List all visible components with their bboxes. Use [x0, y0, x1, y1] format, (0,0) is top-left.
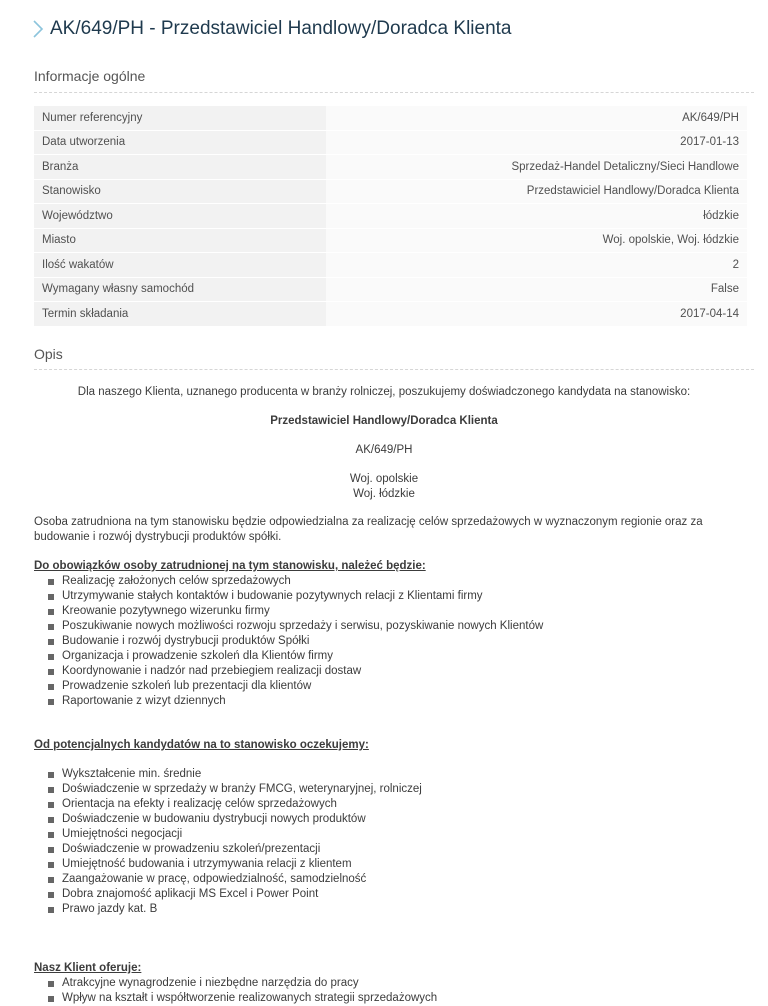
square-bullet-icon	[48, 639, 54, 645]
info-value: Woj. opolskie, Woj. łódzkie	[326, 229, 747, 254]
list-item-text: Budowanie i rozwój dystrybucji produktów Spółki	[62, 635, 310, 647]
info-label: Wymagany własny samochód	[34, 278, 326, 303]
list-item-text: Poszukiwanie nowych możliwości rozwoju sprzedaży i serwisu, pozyskiwanie nowych Klientów	[62, 620, 544, 632]
square-bullet-icon	[48, 907, 54, 913]
square-bullet-icon	[48, 802, 54, 808]
square-bullet-icon	[48, 654, 54, 660]
region-2: Woj. łódzkie	[353, 488, 415, 500]
info-value: AK/649/PH	[326, 106, 747, 131]
list-item-text: Dobra znajomość aplikacji MS Excel i Power Point	[62, 888, 319, 900]
position-name: Przedstawiciel Handlowy/Doradca Klienta	[270, 415, 498, 427]
list-item	[46, 679, 734, 694]
info-label: Województwo	[34, 204, 326, 229]
square-bullet-icon	[48, 699, 54, 705]
list-item	[46, 797, 734, 812]
list-item-text: Prowadzenie szkoleń lub prezentacji dla klientów	[62, 680, 312, 692]
list-item-text: Utrzymywanie stałych kontaktów i budowanie pozytywnych relacji z Klientami firmy	[62, 590, 483, 602]
list-item-text: Koordynowanie i nadzór nad przebiegiem realizacji dostaw	[62, 665, 362, 677]
square-bullet-icon	[48, 832, 54, 838]
square-bullet-icon	[48, 847, 54, 853]
list-item	[46, 589, 734, 604]
list-item	[46, 857, 734, 872]
list-item-text: Atrakcyjne wynagrodzenie i niezbędne narzędzia do pracy	[62, 977, 359, 989]
list-item	[46, 842, 734, 857]
info-row	[34, 278, 747, 303]
info-label: Termin składania	[34, 302, 326, 327]
requirements-list	[34, 767, 734, 917]
reference-number: AK/649/PH	[355, 444, 413, 456]
list-item-text: Organizacja i prowadzenie szkoleń dla Klientów firmy	[62, 650, 334, 662]
list-item	[46, 694, 734, 709]
info-row	[34, 302, 747, 327]
info-row	[34, 253, 747, 278]
info-row	[34, 229, 747, 254]
list-item	[46, 827, 734, 842]
info-value: False	[326, 278, 747, 303]
square-bullet-icon	[48, 579, 54, 585]
list-item-text: Wpływ na kształt i współtworzenie realizowanych strategii sprzedażowych	[62, 992, 438, 1004]
square-bullet-icon	[48, 862, 54, 868]
offers-heading: Nasz Klient oferuje:	[34, 962, 142, 974]
info-value: 2017-01-13	[326, 131, 747, 156]
info-value: 2017-04-14	[326, 302, 747, 327]
info-label: Branża	[34, 155, 326, 180]
info-row	[34, 155, 747, 180]
list-item	[46, 634, 734, 649]
description-body	[34, 385, 734, 1006]
page-header	[30, 14, 512, 44]
info-label: Stanowisko	[34, 180, 326, 205]
info-value: łódzkie	[326, 204, 747, 229]
list-item	[46, 872, 734, 887]
list-item-text: Prawo jazdy kat. B	[62, 903, 158, 915]
list-item-text: Doświadczenie w budowaniu dystrybucji nowych produktów	[62, 813, 366, 825]
duties-heading: Do obowiązków osoby zatrudnionej na tym stanowisku, należeć będzie:	[34, 560, 426, 572]
intro-text: Dla naszego Klienta, uznanego producenta w branży rolniczej, poszukujemy doświadczonego kandydata na stanowisko:	[77, 386, 691, 398]
square-bullet-icon	[48, 772, 54, 778]
square-bullet-icon	[48, 981, 54, 987]
info-table	[34, 106, 747, 327]
section-heading-general: Informacje ogólne	[34, 68, 146, 84]
square-bullet-icon	[48, 996, 54, 1002]
info-row	[34, 180, 747, 205]
info-row	[34, 106, 747, 131]
list-item	[46, 782, 734, 797]
list-item-text: Zaangażowanie w pracę, odpowiedzialność, samodzielność	[62, 873, 367, 885]
info-row	[34, 131, 747, 156]
offers-list	[34, 976, 734, 1006]
info-row	[34, 204, 747, 229]
list-item-text: Raportowanie z wizyt dziennych	[62, 695, 226, 707]
square-bullet-icon	[48, 669, 54, 675]
info-value: Sprzedaż-Handel Detaliczny/Sieci Handlowe	[326, 155, 747, 180]
requirements-heading: Od potencjalnych kandydatów na to stanowisko oczekujemy:	[34, 739, 369, 751]
list-item	[46, 902, 734, 917]
list-item-text: Orientacja na efekty i realizację celów sprzedażowych	[62, 798, 337, 810]
list-item-text: Doświadczenie w prowadzeniu szkoleń/prezentacji	[62, 843, 321, 855]
info-value: Przedstawiciel Handlowy/Doradca Klienta	[326, 180, 747, 205]
list-item	[46, 664, 734, 679]
list-item	[46, 604, 734, 619]
section-heading-description: Opis	[34, 346, 63, 362]
square-bullet-icon	[48, 817, 54, 823]
region-1: Woj. opolskie	[349, 473, 419, 485]
chevron-right-icon	[30, 16, 46, 42]
list-item-text: Kreowanie pozytywnego wizerunku firmy	[62, 605, 270, 617]
square-bullet-icon	[48, 684, 54, 690]
list-item	[46, 649, 734, 664]
info-value: 2	[326, 253, 747, 278]
square-bullet-icon	[48, 609, 54, 615]
list-item	[46, 619, 734, 634]
info-label: Data utworzenia	[34, 131, 326, 156]
square-bullet-icon	[48, 594, 54, 600]
duties-list	[34, 574, 734, 709]
list-item-text: Wykształcenie min. średnie	[62, 768, 202, 780]
list-item-text: Doświadczenie w sprzedaży w branży FMCG, weterynaryjnej, rolniczej	[62, 783, 422, 795]
list-item	[46, 574, 734, 589]
info-label: Numer referencyjny	[34, 106, 326, 131]
list-item	[46, 991, 734, 1006]
list-item-text: Umiejętności negocjacji	[62, 828, 183, 840]
square-bullet-icon	[48, 624, 54, 630]
section-divider	[34, 369, 754, 370]
summary-text: Osoba zatrudniona na tym stanowisku będzie odpowiedzialna za realizację celów sprzedażowych w wyznaczonym regionie oraz za budowanie i rozwój dystrybucji produktów spółki.	[34, 516, 703, 543]
square-bullet-icon	[48, 892, 54, 898]
list-item-text: Realizację założonych celów sprzedażowych	[62, 575, 291, 587]
list-item-text: Umiejętność budowania i utrzymywania relacji z klientem	[62, 858, 352, 870]
list-item	[46, 767, 734, 782]
list-item	[46, 976, 734, 991]
page-title: AK/649/PH - Przedstawiciel Handlowy/Doradca Klienta	[50, 18, 512, 39]
list-item	[46, 812, 734, 827]
info-label: Miasto	[34, 229, 326, 254]
square-bullet-icon	[48, 787, 54, 793]
info-label: Ilość wakatów	[34, 253, 326, 278]
section-divider	[34, 92, 754, 93]
list-item	[46, 887, 734, 902]
square-bullet-icon	[48, 877, 54, 883]
